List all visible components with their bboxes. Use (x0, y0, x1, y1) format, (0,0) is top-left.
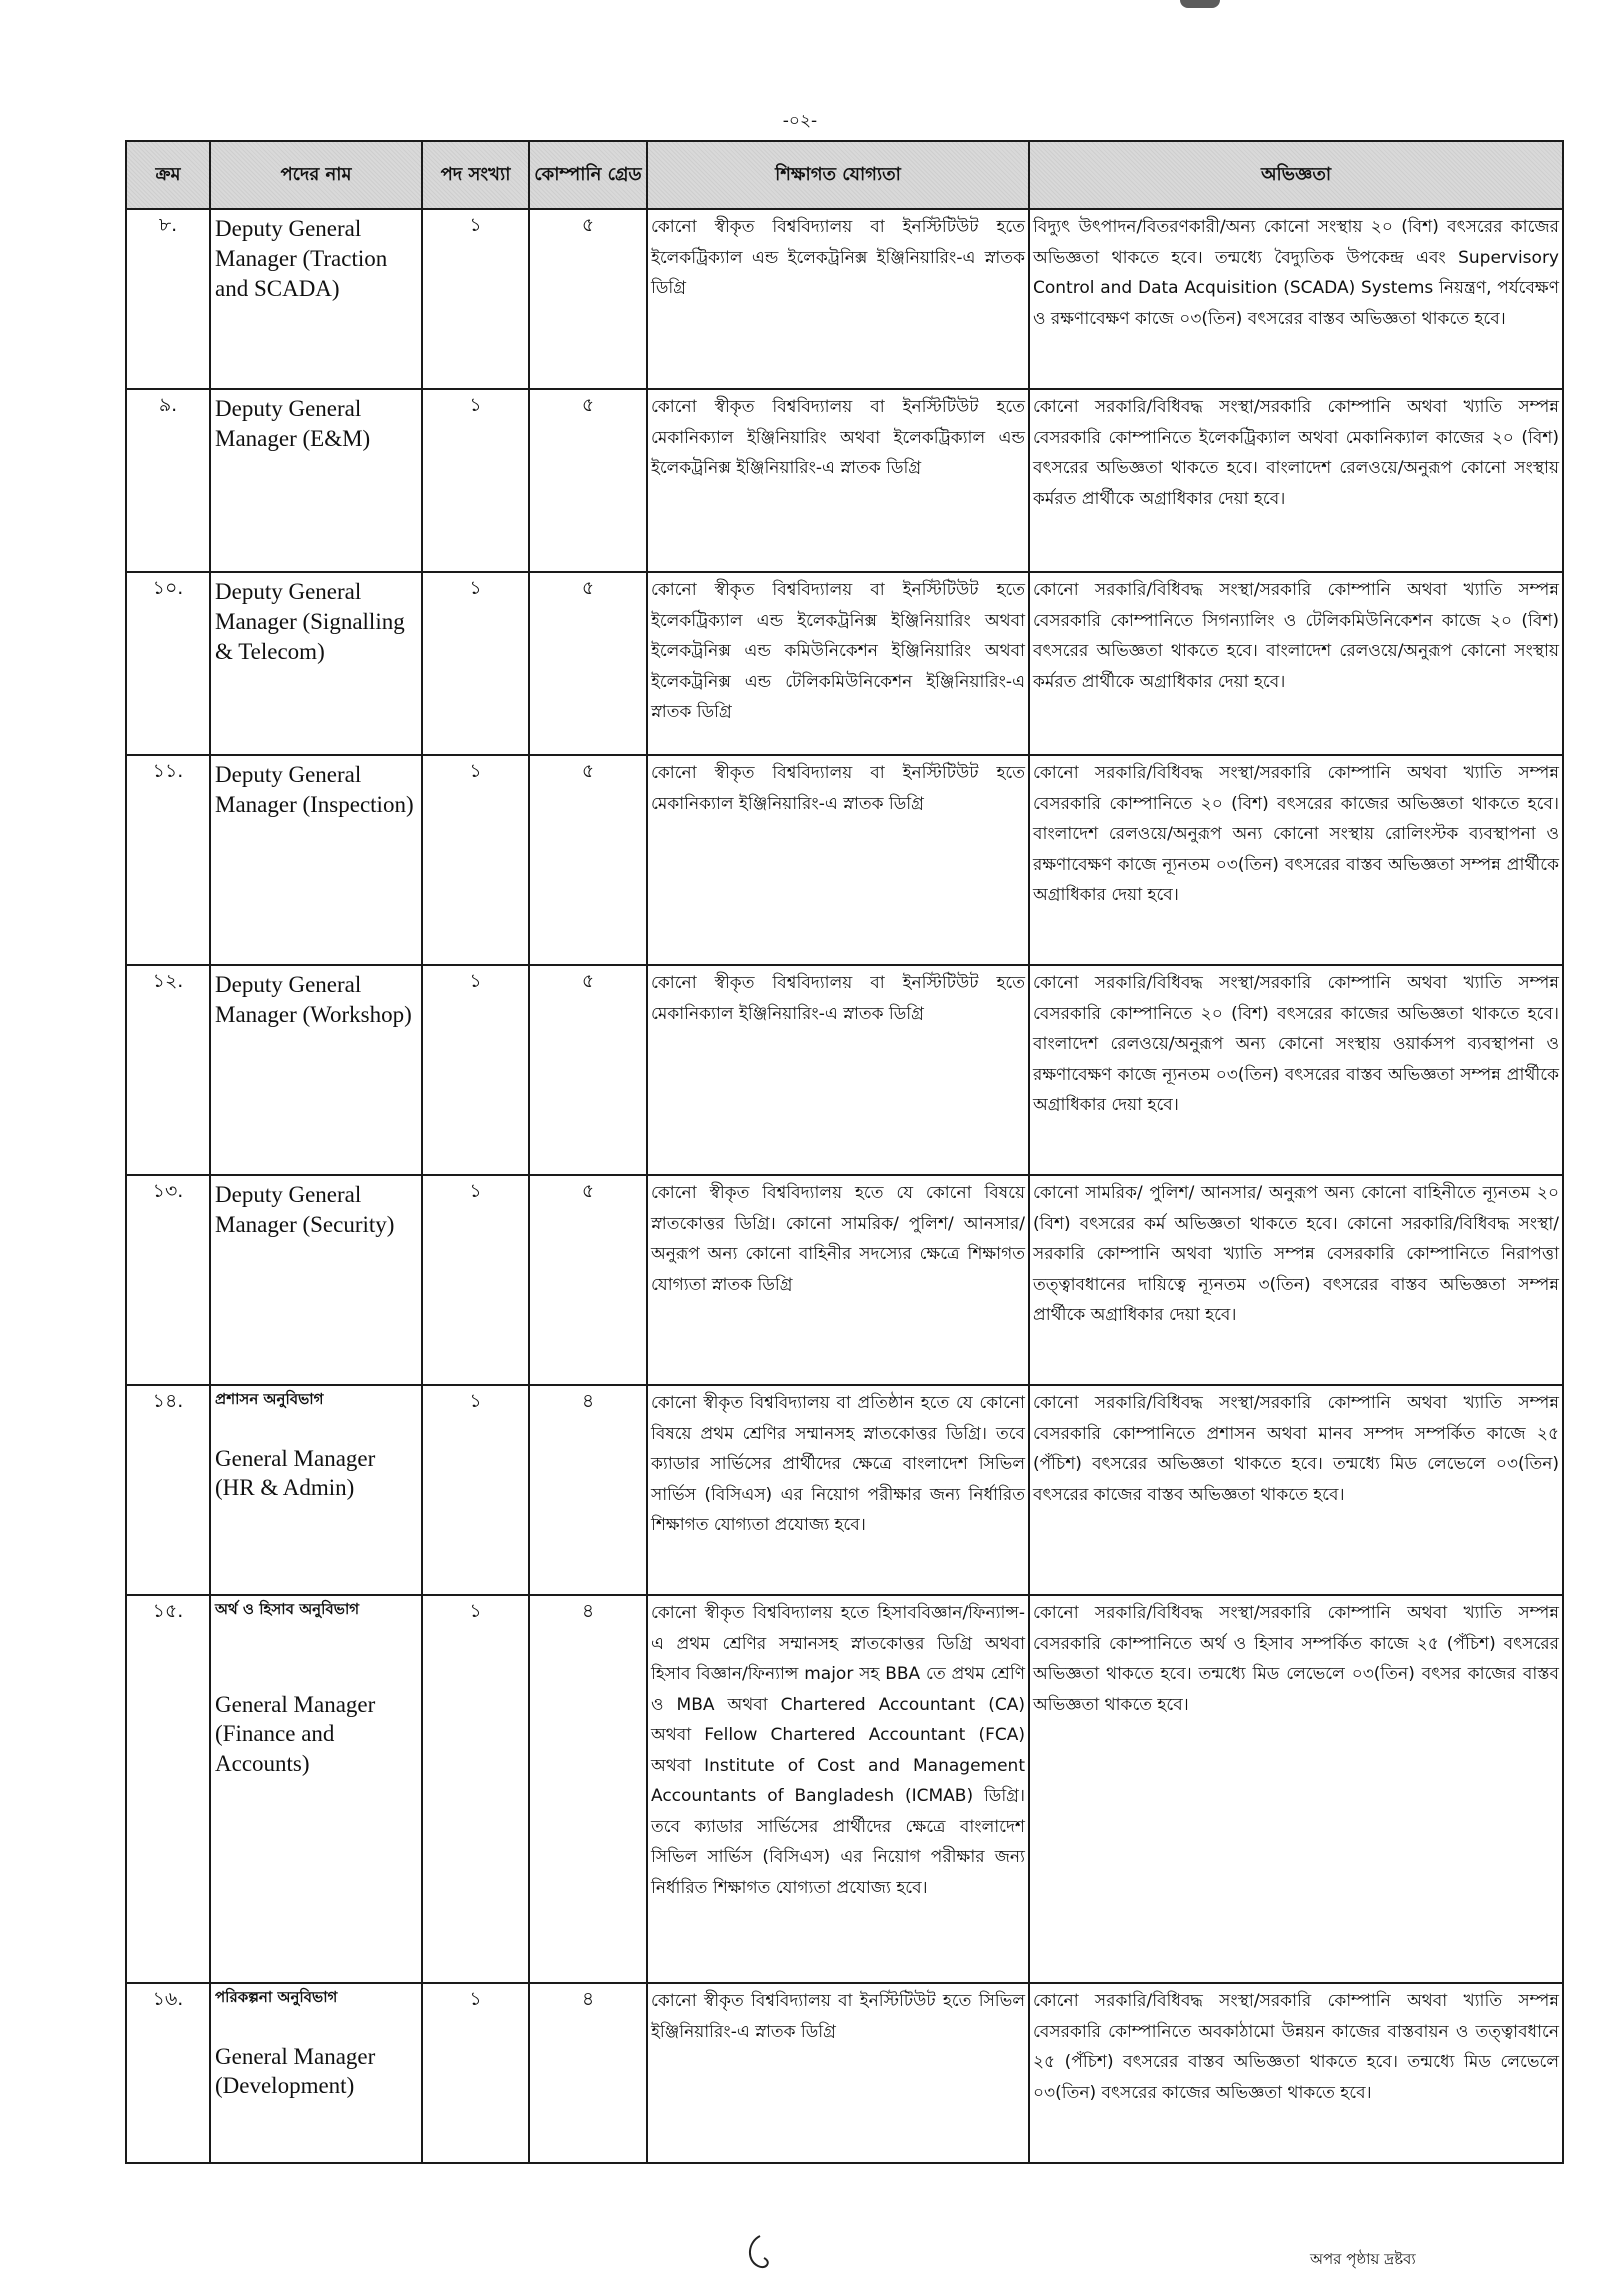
serial-cell: ৮. (126, 209, 210, 389)
education-cell: কোনো স্বীকৃত বিশ্ববিদ্যালয় হতে যে কোনো বিষয়ে স্নাতকোত্তর ডিগ্রি। কোনো সামরিক/ পুলিশ/ আনসার/ অনুরূপ অন্য কোনো বাহিনীর সদস্যের ক্ষেত্রে শিক্ষাগত যোগ্যতা স্নাতক ডিগ্রি (647, 1175, 1029, 1385)
grade-cell: ৪ (529, 1983, 647, 2163)
post-count-cell: ১ (422, 1595, 529, 1983)
scan-artifact (1180, 0, 1220, 8)
post-count-cell: ১ (422, 965, 529, 1175)
grade-cell: ৫ (529, 572, 647, 755)
education-cell: কোনো স্বীকৃত বিশ্ববিদ্যালয় বা ইনস্টিটিউট হতে মেকানিক্যাল ইঞ্জিনিয়ারিং অথবা ইলেকট্রিক্যাল এন্ড ইলেকট্রনিক্স ইঞ্জিনিয়ারিং-এ স্নাতক ডিগ্রি (647, 389, 1029, 572)
post-count-cell: ১ (422, 1983, 529, 2163)
grade-cell: ৪ (529, 1385, 647, 1595)
header-post-name: পদের নাম (210, 141, 422, 209)
post-title: General Manager (HR & Admin) (215, 1445, 376, 1501)
department-label: প্রশাসন অনুবিভাগ (215, 1390, 324, 1408)
grade-cell: ৫ (529, 965, 647, 1175)
grade-cell: ৫ (529, 755, 647, 965)
header-education: শিক্ষাগত যোগ্যতা (647, 141, 1029, 209)
department-label: অর্থ ও হিসাব অনুবিভাগ (215, 1600, 360, 1618)
experience-cell: কোনো সরকারি/বিধিবদ্ধ সংস্থা/সরকারি কোম্পানি অথবা খ্যাতি সম্পন্ন বেসরকারি কোম্পানিতে ২০ (বিশ) বৎসরের কাজের অভিজ্ঞতা থাকতে হবে। বাংলাদেশ রেলওয়ে/অনুরূপ অন্য কোনো সংস্থায় রোলিংস্টক ব্যবস্থাপনা ও রক্ষণাবেক্ষণ কাজে ন্যূনতম ০৩(তিন) বৎসরের বাস্তব অভিজ্ঞতা সম্পন্ন প্রার্থীকে অগ্রাধিকার দেয়া হবে। (1029, 755, 1563, 965)
post-name-cell (210, 209, 422, 389)
page-number: -০২- (782, 111, 818, 131)
continued-overleaf-note: অপর পৃষ্ঠায় দ্রষ্টব্য (1310, 2250, 1416, 2268)
serial-cell: ১৩. (126, 1175, 210, 1385)
table-row (126, 209, 1563, 389)
education-cell: কোনো স্বীকৃত বিশ্ববিদ্যালয় বা প্রতিষ্ঠান হতে যে কোনো বিষয়ে প্রথম শ্রেণির সম্মানসহ স্নাতকোত্তর ডিগ্রি। তবে ক্যাডার সার্ভিসের প্রার্থীদের ক্ষেত্রে বাংলাদেশ সিভিল সার্ভিস (বিসিএস) এর নিয়োগ পরীক্ষার জন্য নির্ধারিত শিক্ষাগত যোগ্যতা প্রযোজ্য হবে। (647, 1385, 1029, 1595)
post-count-cell: ১ (422, 389, 529, 572)
header-post-count: পদ সংখ্যা (422, 141, 529, 209)
serial-cell: ১২. (126, 965, 210, 1175)
experience-cell: কোনো সরকারি/বিধিবদ্ধ সংস্থা/সরকারি কোম্পানি অথবা খ্যাতি সম্পন্ন বেসরকারি কোম্পানিতে ২০ (বিশ) বৎসরের কাজের অভিজ্ঞতা থাকতে হবে। বাংলাদেশ রেলওয়ে/অনুরূপ অন্য কোনো সংস্থায় ওয়ার্কসপ ব্যবস্থাপনা ও রক্ষণাবেক্ষণ কাজে ন্যূনতম ০৩(তিন) বৎসরের বাস্তব অভিজ্ঞতা সম্পন্ন প্রার্থীকে অগ্রাধিকার দেয়া হবে। (1029, 965, 1563, 1175)
table-header-row (126, 141, 1563, 209)
post-title: Deputy General Manager (Inspection) (215, 762, 414, 817)
post-title: Deputy General Manager (Traction and SCADA) (215, 216, 388, 301)
experience-cell: কোনো সরকারি/বিধিবদ্ধ সংস্থা/সরকারি কোম্পানি অথবা খ্যাতি সম্পন্ন বেসরকারি কোম্পানিতে সিগন্যালিং ও টেলিকমিউনিকেশন কাজে ২০ (বিশ) বৎসরের অভিজ্ঞতা থাকতে হবে। বাংলাদেশ রেলওয়ে/অনুরূপ কোনো সংস্থায় কর্মরত প্রার্থীকে অগ্রাধিকার দেয়া হবে। (1029, 572, 1563, 755)
post-title: Deputy General Manager (Workshop) (215, 972, 412, 1027)
post-name-cell (210, 1175, 422, 1385)
grade-cell: ৪ (529, 1595, 647, 1983)
post-count-cell: ১ (422, 209, 529, 389)
post-name-cell (210, 1983, 422, 2163)
experience-cell: বিদ্যুৎ উৎপাদন/বিতরণকারী/অন্য কোনো সংস্থায় ২০ (বিশ) বৎসরের কাজের অভিজ্ঞতা থাকতে হবে। তন্মধ্যে বৈদ্যুতিক উপকেন্দ্র এবং Supervisory Control and Data Acquisition (SCADA) Systems নিয়ন্ত্রণ, পর্যবেক্ষণ ও রক্ষণাবেক্ষণ কাজে ০৩(তিন) বৎসরের বাস্তব অভিজ্ঞতা থাকতে হবে। (1029, 209, 1563, 389)
experience-cell: কোনো সরকারি/বিধিবদ্ধ সংস্থা/সরকারি কোম্পানি অথবা খ্যাতি সম্পন্ন বেসরকারি কোম্পানিতে ইলেকট্রিক্যাল অথবা মেকানিক্যাল কাজের ২০ (বিশ) বৎসরের অভিজ্ঞতা থাকতে হবে। বাংলাদেশ রেলওয়ে/অনুরূপ কোনো সংস্থায় কর্মরত প্রার্থীকে অগ্রাধিকার দেয়া হবে। (1029, 389, 1563, 572)
serial-cell: ৯. (126, 389, 210, 572)
post-count-cell: ১ (422, 1175, 529, 1385)
signature-mark (740, 2232, 780, 2272)
header-experience: অভিজ্ঞতা (1029, 141, 1563, 209)
post-count-cell: ১ (422, 755, 529, 965)
table-row (126, 572, 1563, 755)
experience-cell: কোনো সামরিক/ পুলিশ/ আনসার/ অনুরূপ অন্য কোনো বাহিনীতে ন্যূনতম ২০ (বিশ) বৎসরের কর্ম অভিজ্ঞতা থাকতে হবে। কোনো সরকারি/বিধিবদ্ধ সংস্থা/সরকারি কোম্পানি অথবা খ্যাতি সম্পন্ন বেসরকারি কোম্পানিতে নিরাপত্তা তত্ত্বাবধানের দায়িত্বে ন্যূনতম ৩(তিন) বৎসরের বাস্তব অভিজ্ঞতা সম্পন্ন প্রার্থীকে অগ্রাধিকার দেয়া হবে। (1029, 1175, 1563, 1385)
table-row (126, 755, 1563, 965)
post-count-cell: ১ (422, 572, 529, 755)
education-cell: কোনো স্বীকৃত বিশ্ববিদ্যালয় বা ইনস্টিটিউট হতে সিভিল ইঞ্জিনিয়ারিং-এ স্নাতক ডিগ্রি (647, 1983, 1029, 2163)
post-name-cell (210, 755, 422, 965)
serial-cell: ১১. (126, 755, 210, 965)
experience-cell: কোনো সরকারি/বিধিবদ্ধ সংস্থা/সরকারি কোম্পানি অথবা খ্যাতি সম্পন্ন বেসরকারি কোম্পানিতে প্রশাসন অথবা মানব সম্পদ সম্পর্কিত কাজে ২৫ (পঁচিশ) বৎসরের অভিজ্ঞতা থাকতে হবে। তন্মধ্যে মিড লেভেলে ০৩(তিন) বৎসরের কাজের বাস্তব অভিজ্ঞতা থাকতে হবে। (1029, 1385, 1563, 1595)
education-cell: কোনো স্বীকৃত বিশ্ববিদ্যালয় হতে হিসাববিজ্ঞান/ফিন্যান্স-এ প্রথম শ্রেণির সম্মানসহ স্নাতকোত্তর ডিগ্রি অথবা হিসাব বিজ্ঞান/ফিন্যান্স major সহ BBA তে প্রথম শ্রেণি ও MBA অথবা Chartered Accountant (CA) অথবা Fellow Chartered Accountant (FCA) অথবা Institute of Cost and Management Accountants of Bangladesh (ICMAB) ডিগ্রি। তবে ক্যাডার সার্ভিসের প্রার্থীদের ক্ষেত্রে বাংলাদেশ সিভিল সার্ভিস (বিসিএস) এর নিয়োগ পরীক্ষার জন্য নির্ধারিত শিক্ষাগত যোগ্যতা প্রযোজ্য হবে। (647, 1595, 1029, 1983)
table-row (126, 965, 1563, 1175)
education-cell: কোনো স্বীকৃত বিশ্ববিদ্যালয় বা ইনস্টিটিউট হতে মেকানিক্যাল ইঞ্জিনিয়ারিং-এ স্নাতক ডিগ্রি (647, 965, 1029, 1175)
post-count-cell: ১ (422, 1385, 529, 1595)
serial-cell: ১৪. (126, 1385, 210, 1595)
serial-cell: ১৬. (126, 1983, 210, 2163)
post-title: General Manager (Development) (215, 2043, 376, 2099)
grade-cell: ৫ (529, 389, 647, 572)
post-name-cell (210, 572, 422, 755)
education-cell: কোনো স্বীকৃত বিশ্ববিদ্যালয় বা ইনস্টিটিউট হতে ইলেকট্রিক্যাল এন্ড ইলেকট্রনিক্স ইঞ্জিনিয়ারিং অথবা ইলেকট্রনিক্স এন্ড কমিউনিকেশন ইঞ্জিনিয়ারিং অথবা ইলেকট্রনিক্স এন্ড টেলিকমিউনিকেশন ইঞ্জিনিয়ারিং-এ স্নাতক ডিগ্রি (647, 572, 1029, 755)
table-row (126, 1385, 1563, 1595)
post-name-cell (210, 1595, 422, 1983)
experience-cell: কোনো সরকারি/বিধিবদ্ধ সংস্থা/সরকারি কোম্পানি অথবা খ্যাতি সম্পন্ন বেসরকারি কোম্পানিতে অর্থ ও হিসাব সম্পর্কিত কাজে ২৫ (পঁচিশ) বৎসরের অভিজ্ঞতা থাকতে হবে। তন্মধ্যে মিড লেভেলে ০৩(তিন) বৎসর কাজের বাস্তব অভিজ্ঞতা থাকতে হবে। (1029, 1595, 1563, 1983)
education-cell: কোনো স্বীকৃত বিশ্ববিদ্যালয় বা ইনস্টিটিউট হতে মেকানিক্যাল ইঞ্জিনিয়ারিং-এ স্নাতক ডিগ্রি (647, 755, 1029, 965)
post-name-cell (210, 965, 422, 1175)
header-serial: ক্রম (126, 141, 210, 209)
department-label: পরিকল্পনা অনুবিভাগ (215, 1988, 338, 2006)
grade-cell: ৫ (529, 1175, 647, 1385)
post-title: General Manager (Finance and Accounts) (215, 1691, 376, 1777)
table-row (126, 389, 1563, 572)
job-requirements-table (125, 140, 1564, 2164)
education-cell: কোনো স্বীকৃত বিশ্ববিদ্যালয় বা ইনস্টিটিউট হতে ইলেকট্রিক্যাল এন্ড ইলেকট্রনিক্স ইঞ্জিনিয়ারিং-এ স্নাতক ডিগ্রি (647, 209, 1029, 389)
table-row (126, 1983, 1563, 2163)
post-title: Deputy General Manager (E&M) (215, 396, 371, 451)
post-name-cell (210, 389, 422, 572)
post-title: Deputy General Manager (Signalling & Telecom) (215, 579, 405, 664)
grade-cell: ৫ (529, 209, 647, 389)
table-row (126, 1175, 1563, 1385)
table-row (126, 1595, 1563, 1983)
post-title: Deputy General Manager (Security) (215, 1182, 395, 1237)
experience-cell: কোনো সরকারি/বিধিবদ্ধ সংস্থা/সরকারি কোম্পানি অথবা খ্যাতি সম্পন্ন বেসরকারি কোম্পানিতে অবকাঠামো উন্নয়ন কাজের বাস্তবায়ন ও তত্ত্বাবধানে ২৫ (পঁচিশ) বৎসরের বাস্তব অভিজ্ঞতা থাকতে হবে। তন্মধ্যে মিড লেভেলে ০৩(তিন) বৎসরের কাজের অভিজ্ঞতা থাকতে হবে। (1029, 1983, 1563, 2163)
serial-cell: ১০. (126, 572, 210, 755)
serial-cell: ১৫. (126, 1595, 210, 1983)
header-company-grade: কোম্পানি গ্রেড (529, 141, 647, 209)
post-name-cell (210, 1385, 422, 1595)
